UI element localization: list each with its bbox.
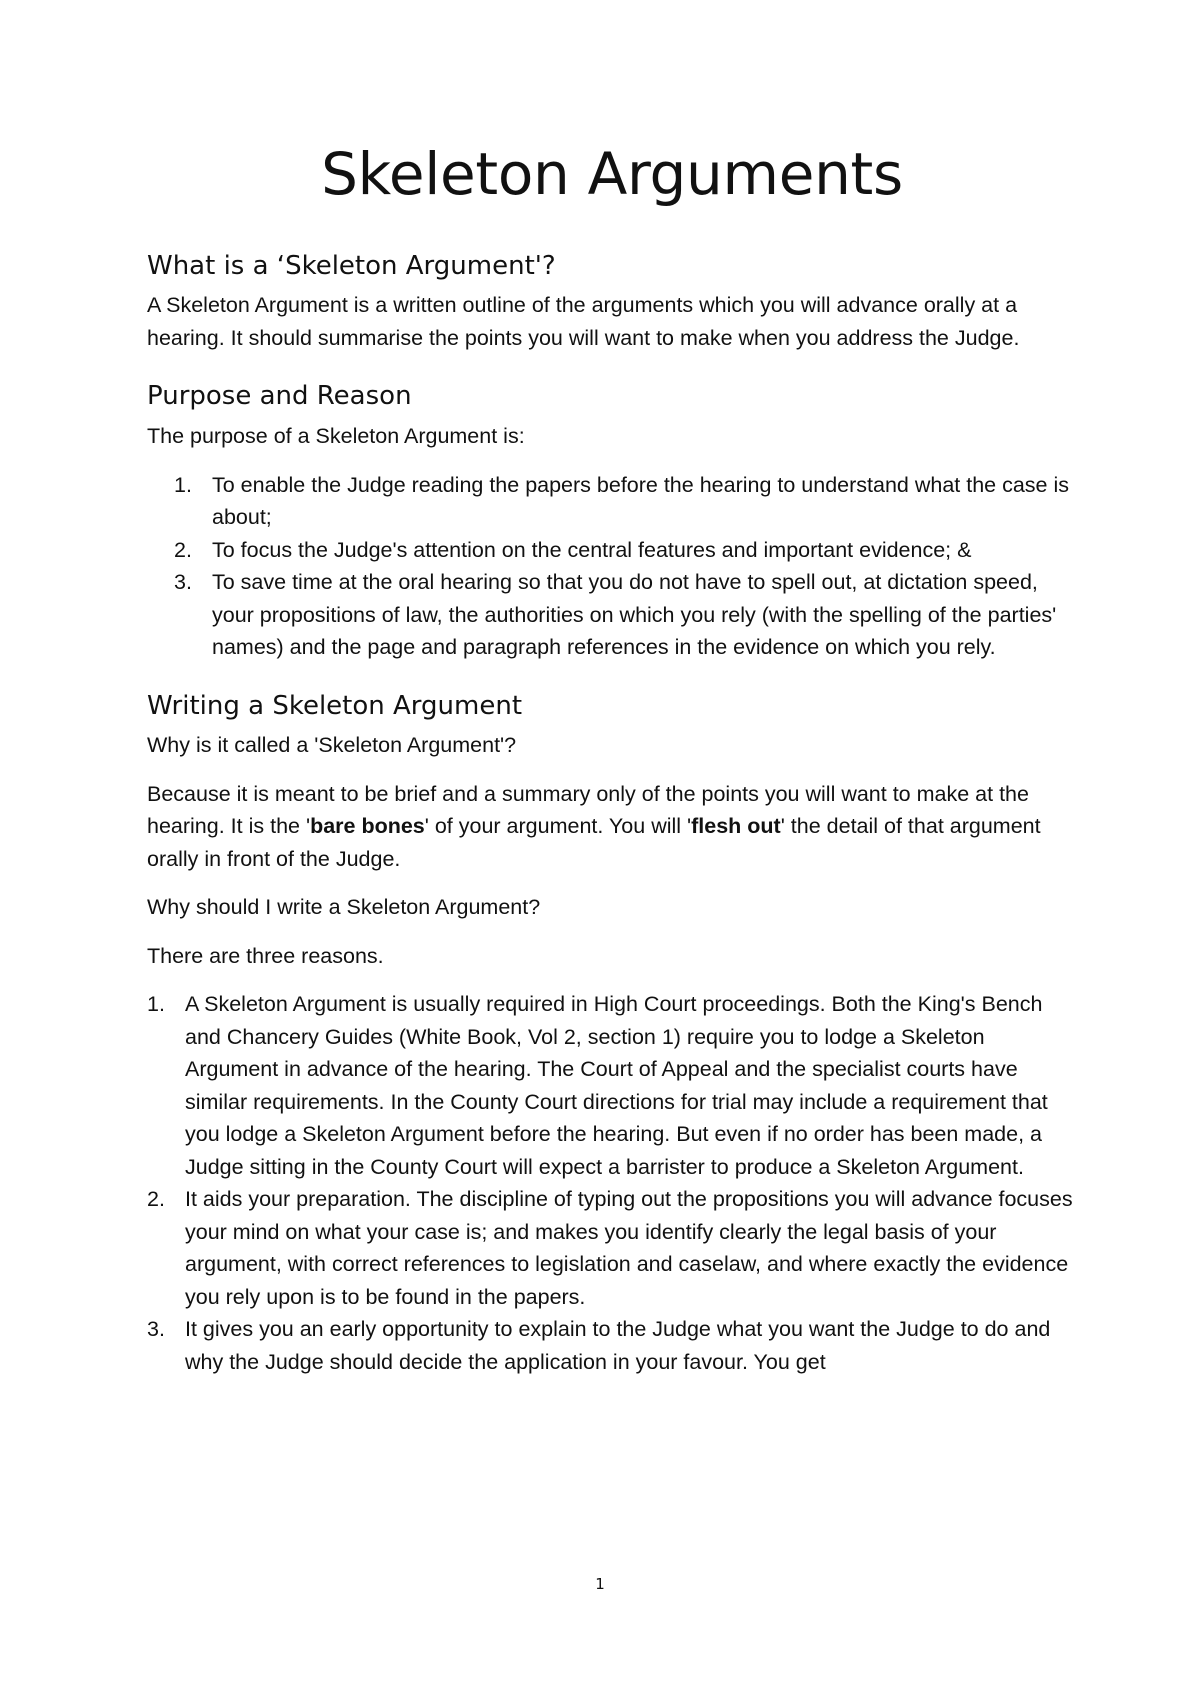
list-text: It gives you an early opportunity to explain to the Judge what you want the Judge to do and why the Judge should decide the application in your favour. You get [185,1317,1051,1374]
page-title: Skeleton Arguments [321,140,903,208]
list-text: To enable the Judge reading the papers before the hearing to understand what the case is about; [212,472,1070,530]
reasons-list [147,988,1077,1378]
section-purpose [147,380,1077,663]
section-heading: What is a ‘Skeleton Argument'? [147,250,556,281]
section-heading: Purpose and Reason [147,381,412,412]
bold-text: bare bones [310,814,425,839]
paragraph: The purpose of a Skeleton Argument is: [147,424,525,449]
paragraph: Why should I write a Skeleton Argument? [147,895,541,920]
text-run: Because it is meant to be brief and a summary only of the points you will want to make at the hearing. It is the ' [147,781,1029,839]
bold-text: flesh out [691,814,781,839]
list-number: 2. [174,537,192,562]
paragraph: A Skeleton Argument is a written outline of the arguments which you will advance orally at a hearing. It should summarise the points you will want to make when you address the Judge. [147,293,1020,350]
section-what-is [147,250,1077,355]
paragraph: Why is it called a 'Skeleton Argument'? [147,733,517,758]
list-number: 1. [174,472,192,497]
list-text: To focus the Judge's attention on the central features and important evidence; & [212,537,972,562]
list-item [174,469,1077,534]
section-heading: Writing a Skeleton Argument [147,690,523,721]
list-text: It aids your preparation. The discipline of typing out the propositions you will advance focuses your mind on what your case is; and makes you identify clearly the legal basis of your argument, with correct references to legislation and caselaw, and where exactly the evidence you rely upon is to be found in the papers. [185,1187,1073,1309]
purpose-list [174,469,1077,664]
text-run: ' of your argument. You will ' [424,814,692,839]
list-number: 1. [147,992,165,1017]
text-run: ' the detail of that argument orally in front of the Judge. [147,814,1041,871]
list-text: To save time at the oral hearing so that you do not have to spell out, at dictation speed, your propositions of law, the authorities on which you rely (with the spelling of the parties' names) and the page and paragraph references in the evidence on which you rely. [212,570,1057,660]
section-writing [147,690,1077,1379]
list-number: 2. [147,1187,165,1212]
list-item [147,1313,1077,1378]
paragraph: There are three reasons. [147,943,384,968]
list-number: 3. [147,1317,165,1342]
list-item [147,1183,1077,1313]
document-body [147,140,1077,1378]
paragraph [147,778,1077,876]
list-text: A Skeleton Argument is usually required in High Court proceedings. Both the King's Bench and Chancery Guides (White Book, Vol 2, section 1) require you to lodge a Skeleton Argument in advance of the hearing. The Court of Appeal and the specialist courts have similar requirements. In the County Court directions for trial may include a requirement that you lodge a Skeleton Argument before the hearing. But even if no order has been made, a Judge sitting in the County Court will expect a barrister to produce a Skeleton Argument. [185,992,1048,1179]
list-item [174,566,1077,664]
page-number: 1 [595,1575,605,1593]
list-item [147,988,1077,1183]
list-item [174,534,1077,567]
list-number: 3. [174,570,192,595]
